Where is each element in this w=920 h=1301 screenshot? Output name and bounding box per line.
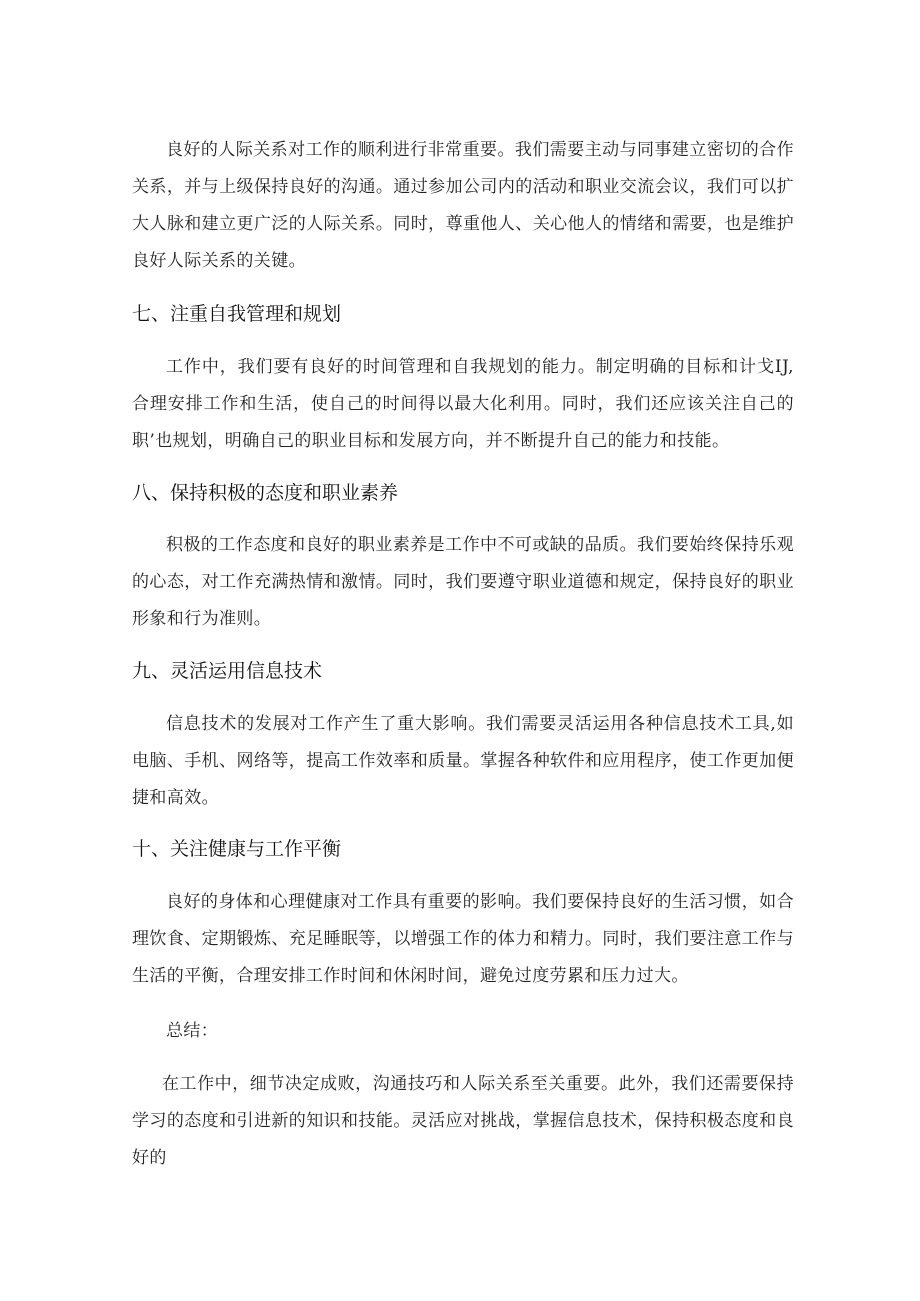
- summary-label: 总结：: [166, 1021, 219, 1041]
- section-heading-9: 九、灵活运用信息技术: [132, 660, 323, 682]
- section-paragraph-8: 积极的工作态度和良好的职业素养是工作中不可或缺的品质。我们要始终保持乐观的心态，对工作充满热情和激情。同时，我们要遵守职业道德和规定，保持良好的职业形象和行为准则。: [132, 535, 794, 629]
- section-paragraph-9: 信息技术的发展对工作产生了重大影响。我们需要灵活运用各种信息技术工具,如电脑、手机、网络等，提高工作效率和质量。掌握各种软件和应用程序，使工作更加便捷和高效。: [132, 714, 794, 808]
- section-heading-7: 七、注重自我管理和规划: [132, 303, 342, 325]
- section-heading-10: 十、关注健康与工作平衡: [132, 838, 342, 860]
- section-paragraph-10: 良好的身体和心理健康对工作具有重要的影响。我们要保持良好的生活习惯，如合理饮食、定期锻炼、充足睡眠等，以增强工作的体力和精力。同时，我们要注意工作与生活的平衡，合理安排工作时间和休闲时间，避免过度劳累和压力过大。: [132, 892, 794, 986]
- section-paragraph-7: 工作中，我们要有良好的时间管理和自我规划的能力。制定明确的目标和计戈IJ,合理安排工作和生活，使自己的时间得以最大化利用。同时，我们还应该关注自己的职’也规划，明确自己的职业目标和发展方向，并不断提升自己的能力和技能。: [132, 357, 794, 451]
- section-heading-8: 八、保持积极的态度和职业素养: [132, 482, 399, 504]
- summary-paragraph: 在工作中，细节决定成败，沟通技巧和人际关系至关重要。此外，我们还需要保持学习的态度和引进新的知识和技能。灵活应对挑战，掌握信息技术，保持积极态度和良好的: [132, 1074, 794, 1168]
- document-body: [132, 132, 794, 1177]
- intro-paragraph: 良好的人际关系对工作的顺利进行非常重要。我们需要主动与同事建立密切的合作关系，并与上级保持良好的沟通。通过参加公司内的活动和职业交流会议，我们可以扩大人脉和建立更广泛的人际关系。同时，尊重他人、关心他人的情绪和需要，也是维护良好人际关系的关键。: [132, 140, 794, 271]
